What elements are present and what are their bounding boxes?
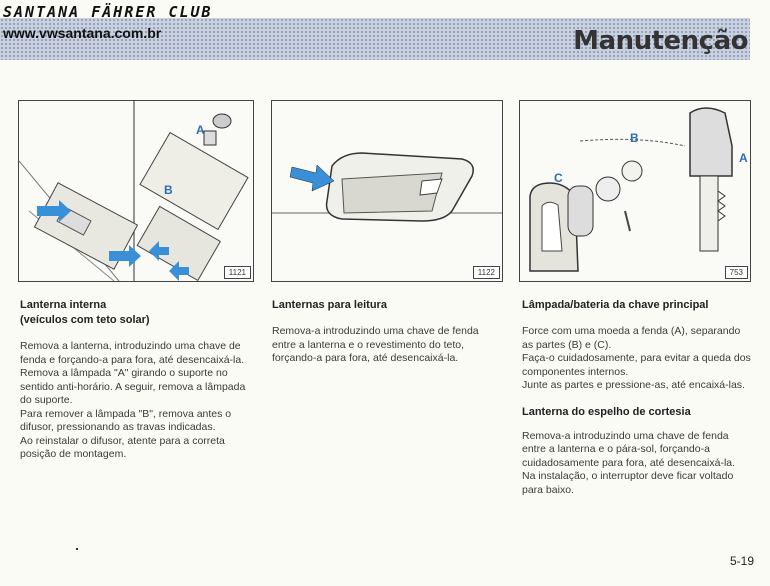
section-title: Manutenção (573, 26, 748, 56)
club-name: SANTANA FÄHRER CLUB (3, 3, 213, 21)
heading-mirror-lamp: Lanterna do espelho de cortesia (522, 405, 691, 418)
heading-interior-lamp: Lanterna interna (veículos com teto solar) (20, 299, 150, 326)
heading-reading-lamp: Lanternas para leitura (272, 299, 387, 311)
figure-interior-lamp (18, 100, 254, 282)
paragraph: Remova-a introduzindo uma chave de fenda entre a lanterna e o revestimento do teto, forçando-a para fora, até desencaixá-la. (272, 325, 479, 364)
paragraph: Ao reinstalar o difusor, atente para a correta posição de montagem. (20, 434, 225, 460)
figure-reading-lamp (271, 100, 503, 282)
interior-lamp-illustration (19, 101, 253, 281)
paragraph: Para remover a lâmpada "B", remova antes o difusor, pressionando as travas indicadas. (20, 407, 232, 433)
key-battery-illustration (520, 101, 750, 281)
paragraph: Junte as partes e pressione-as, até encaixá-las. (522, 379, 745, 391)
figure-key-battery (519, 100, 751, 282)
figure-number: 1122 (473, 266, 500, 279)
paragraph: Remova a lanterna, introduzindo uma chave de fenda e forçando-a para fora, até desencaixá-la. (20, 340, 245, 366)
page-number: 5-19 (729, 554, 754, 568)
label-b: B (164, 183, 173, 197)
figure-number: 1121 (224, 266, 251, 279)
paragraph: Force com uma moeda a fenda (A), separando as partes (B) e (C). (522, 325, 741, 351)
label-b: B (630, 131, 639, 145)
speck (76, 548, 78, 550)
paragraph: Remova-a introduzindo uma chave de fenda entre a lanterna e o pára-sol, forçando-a cuidadosamente para fora, até desencaixá-la. (522, 429, 736, 469)
column-left (20, 298, 252, 462)
paragraph: Na instalação, o interruptor deve ficar voltado para baixo. (522, 470, 734, 496)
paragraph: Remova a lâmpada "A" girando o suporte no sentido anti-horário. A seguir, remova a lâmpada do suporte. (20, 367, 246, 406)
label-c: C (554, 171, 563, 185)
column-right (522, 298, 754, 497)
label-a: A (196, 123, 205, 137)
paragraph: Faça-o cuidadosamente, para evitar a queda dos componentes internos. (522, 352, 751, 378)
figure-number: 753 (725, 266, 748, 279)
label-a: A (739, 151, 748, 165)
reading-lamp-illustration (272, 101, 502, 281)
heading-key-battery: Lâmpada/bateria da chave principal (522, 299, 709, 311)
website-url[interactable]: www.vwsantana.com.br (3, 25, 162, 41)
column-middle (272, 298, 504, 366)
